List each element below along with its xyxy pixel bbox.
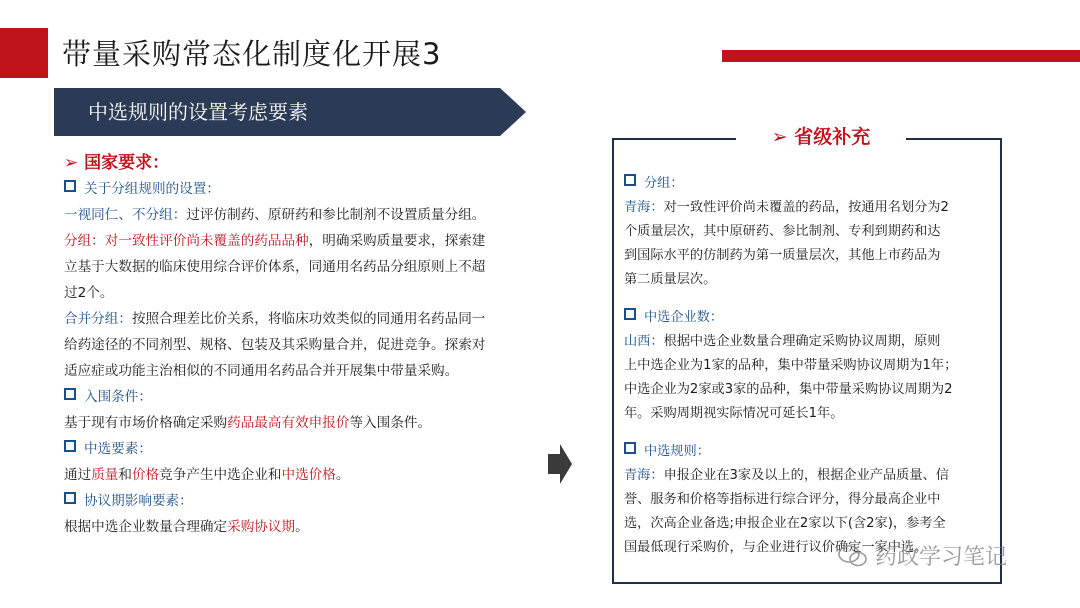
qinghai-rule-3: 选，次高企业备选;申报企业在2家以下(含2家)，参考全 xyxy=(624,516,946,531)
elements-price: 价格 xyxy=(131,467,160,483)
elements-text-g: 。 xyxy=(335,467,350,483)
period-highlight: 采购协议期 xyxy=(227,519,296,535)
elements-text xyxy=(64,462,544,488)
elements-text-c: 和 xyxy=(118,467,132,483)
para-merge-2: 给药途径的不同剂型、规格、包装及其采购量合并，促进竞争。探索对 xyxy=(64,337,486,353)
qinghai-rule-2: 誉、服务和价格等指标进行综合评分，得分最高企业中 xyxy=(624,492,941,507)
national-requirements xyxy=(64,150,544,540)
elements-selected-price: 中选价格 xyxy=(281,467,336,483)
shanxi-text: 根据中选企业数量合理确定采购协议周期，原则 xyxy=(663,334,941,349)
square-bullet-icon xyxy=(624,308,636,320)
para-group-2: 立基于大数据的临床使用综合评价体系，同通用名药品分组原则上不超 xyxy=(64,259,486,275)
shanxi-2: 上中选企业为1家的品种，集中带量采购协议周期为1年； xyxy=(624,358,958,373)
elements-quality: 质量 xyxy=(91,467,119,483)
prov-count-label: 中选企业数： xyxy=(644,310,724,325)
prov-rule-label: 中选规则： xyxy=(644,444,710,459)
watermark-text: 药政学习笔记 xyxy=(875,545,1008,570)
wechat-icon xyxy=(838,544,868,568)
para-no-group-text: 过评仿制药、原研药和参比制剂不设置质量分组。 xyxy=(186,207,486,223)
right-arrow-icon xyxy=(548,444,572,488)
qinghai-group-3: 到国际水平的仿制药为第一质量层次，其他上市药品为 xyxy=(624,248,941,263)
entry-text-c: 等入围条件。 xyxy=(349,415,432,431)
qinghai-group-2: 个质量层次，其中原研药、参比制剂、专利到期药和达 xyxy=(624,224,941,239)
para-merge-3: 适应症或功能主治相似的不同通用名药品合并开展集中带量采购。 xyxy=(64,363,459,379)
entry-text xyxy=(64,410,544,436)
provincial-box-title: ➢ 省级补充 xyxy=(736,122,906,152)
para-no-group-label: 一视同仁、不分组： xyxy=(64,207,187,223)
shanxi-1 xyxy=(624,330,1000,354)
qinghai-group-text: 对一致性评价尚未覆盖的药品，按通用名划分为2 xyxy=(663,200,949,215)
square-bullet-icon xyxy=(64,388,76,400)
square-bullet-icon xyxy=(624,442,636,454)
prov-rule-subhead xyxy=(624,440,1000,464)
provincial-content xyxy=(624,172,1000,560)
qinghai-rule-text: 申报企业在3家及以上的，根据企业产品质量、信 xyxy=(663,468,949,483)
para-group-1 xyxy=(64,228,544,254)
shanxi-label: 山西： xyxy=(624,334,664,349)
period-text-a: 根据中选企业数量合理确定 xyxy=(64,519,228,535)
square-bullet-icon xyxy=(64,492,76,504)
entry-text-a: 基于现有市场价格确定采购 xyxy=(64,415,228,431)
prov-grouping-subhead xyxy=(624,172,1000,196)
prov-grouping-label: 分组： xyxy=(644,176,684,191)
elements-subhead-label: 中选要素： xyxy=(84,441,152,457)
para-merge-label: 合并分组： xyxy=(64,311,132,327)
qinghai-rule-1 xyxy=(624,464,1000,488)
header-red-tab xyxy=(0,28,48,78)
qinghai-rule-4: 国最低现行采购价，与企业进行议价确定一家中选。 xyxy=(624,540,928,555)
grouping-subhead-label: 关于分组规则的设置： xyxy=(84,181,220,197)
para-group-label: 分组： xyxy=(64,233,105,249)
grouping-subhead xyxy=(64,176,544,202)
square-bullet-icon xyxy=(624,174,636,186)
para-merge-1 xyxy=(64,306,544,332)
header-red-bar xyxy=(722,50,1080,62)
elements-text-e: 竞争产生中选企业和 xyxy=(159,467,282,483)
page-title: 带量采购常态化制度化开展3 xyxy=(62,37,442,71)
banner-title: 中选规则的设置考虑要素 xyxy=(88,100,308,124)
para-no-group xyxy=(64,202,544,228)
shanxi-4: 年。采购周期视实际情况可延长1年。 xyxy=(624,406,844,421)
shanxi-3: 中选企业为2家或3家的品种，集中带量采购协议周期为2 xyxy=(624,382,953,397)
section-banner xyxy=(54,88,526,136)
para-group-text: ，明确采购质量要求，探索建 xyxy=(308,233,486,249)
square-bullet-icon xyxy=(64,180,76,192)
entry-subhead-label: 入围条件： xyxy=(84,389,152,405)
para-group-highlight: 对一致性评价尚未覆盖的药品品种 xyxy=(104,233,309,249)
qinghai-rule-label: 青海： xyxy=(624,468,664,483)
period-text-c: 。 xyxy=(295,519,309,535)
period-subhead-label: 协议期影响要素： xyxy=(84,493,193,509)
qinghai-group-1 xyxy=(624,196,1000,220)
elements-subhead xyxy=(64,436,544,462)
elements-text-a: 通过 xyxy=(64,467,92,483)
para-merge-text: 按照合理差比价关系，将临床功效类似的同通用名药品同一 xyxy=(131,311,486,327)
entry-subhead xyxy=(64,384,544,410)
period-subhead xyxy=(64,488,544,514)
period-text xyxy=(64,514,544,540)
qinghai-label: 青海： xyxy=(624,200,664,215)
prov-count-subhead xyxy=(624,306,1000,330)
square-bullet-icon xyxy=(64,440,76,452)
national-heading: ➢ 国家要求： xyxy=(64,153,170,173)
watermark xyxy=(838,540,1007,571)
entry-text-highlight: 药品最高有效申报价 xyxy=(227,415,350,431)
para-group-3: 过2个。 xyxy=(64,285,114,301)
qinghai-group-4: 第二质量层次。 xyxy=(624,272,717,287)
